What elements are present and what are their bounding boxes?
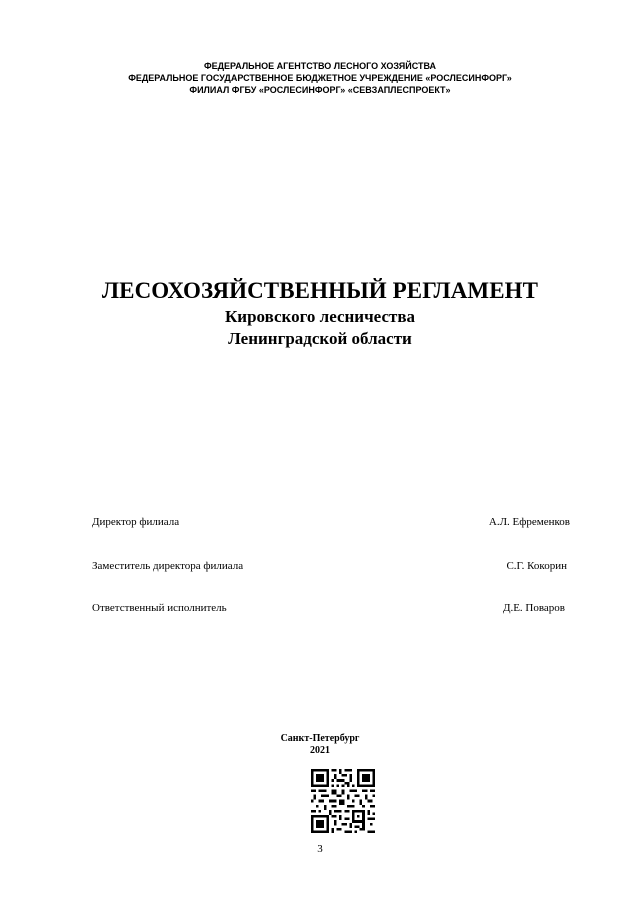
organization-header [0, 60, 640, 96]
organization-line-3: ФИЛИАЛ ФГБУ «РОСЛЕСИНФОРГ» «СЕВЗАПЛЕСПРОЕКТ» [189, 85, 451, 95]
signatory-name: С.Г. Кокорин [506, 560, 567, 572]
publication-city: Санкт-Петербург [280, 733, 360, 744]
document-subtitle-1: Кировского лесничества [224, 307, 416, 326]
signatory-role: Заместитель директора филиала [92, 560, 244, 572]
organization-line-1: ФЕДЕРАЛЬНОЕ АГЕНТСТВО ЛЕСНОГО ХОЗЯЙСТВА [203, 61, 437, 71]
document-subtitle-2: Ленинградской области [228, 329, 412, 348]
signatory-role: Ответственный исполнитель [92, 602, 227, 614]
organization-line-2: ФЕДЕРАЛЬНОЕ ГОСУДАРСТВЕННОЕ БЮДЖЕТНОЕ УЧРЕЖДЕНИЕ «РОСЛЕСИНФОРГ» [128, 73, 512, 83]
signatory-name: Д.Е. Поваров [502, 602, 565, 614]
publication-place [0, 733, 640, 757]
signatory-role: Директор филиала [92, 516, 180, 528]
page-number: 3 [317, 843, 323, 855]
publication-year: 2021 [310, 745, 330, 756]
document-title-block [0, 276, 640, 350]
document-title: ЛЕСОХОЗЯЙСТВЕННЫЙ РЕГЛАМЕНТ [101, 278, 539, 303]
signatory-name: А.Л. Ефременков [488, 516, 570, 528]
qr-code-icon [311, 769, 375, 833]
